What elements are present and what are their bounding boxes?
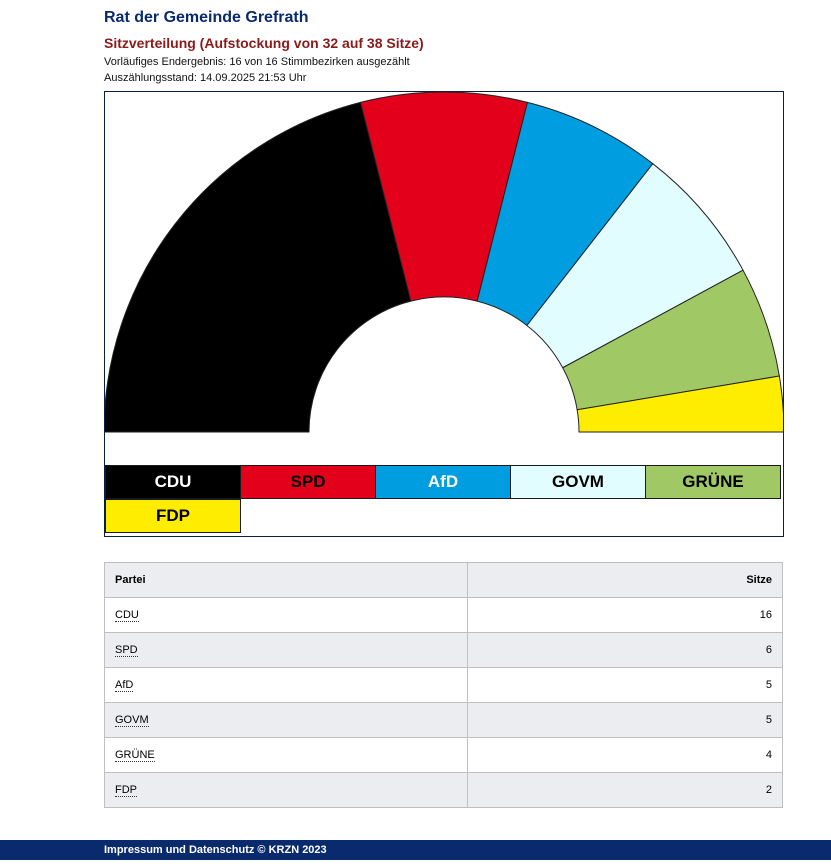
party-name-abbr[interactable]: GOVM (115, 714, 149, 726)
page-subtitle: Sitzverteilung (Aufstockung von 32 auf 38 Sitze) (104, 35, 424, 51)
legend-item-govm: GOVM (510, 465, 646, 499)
seats-cell: 2 (468, 773, 783, 808)
semicircle-chart (105, 92, 783, 462)
count-timestamp: Auszählungsstand: 14.09.2025 21:53 Uhr (104, 72, 307, 84)
page-footer (0, 840, 831, 860)
page-header (104, 8, 804, 86)
count-status: Vorläufiges Endergebnis: 16 von 16 Stimmbezirken ausgezählt (104, 56, 410, 68)
table-row (105, 738, 783, 773)
party-cell (105, 703, 468, 738)
party-cell (105, 773, 468, 808)
table-row (105, 773, 783, 808)
legend-item-cdu: CDU (105, 465, 241, 499)
legend-item-fdp: FDP (105, 499, 241, 533)
legend-item-grüne: GRÜNE (645, 465, 781, 499)
copyright-text: © KRZN 2023 (257, 844, 327, 856)
party-name-abbr[interactable]: GRÜNE (115, 749, 155, 761)
legend-item-afd: AfD (375, 465, 511, 499)
party-name-abbr[interactable]: CDU (115, 609, 139, 621)
seats-cell: 6 (468, 633, 783, 668)
seat-segment-cdu (105, 102, 411, 432)
party-cell (105, 598, 468, 633)
legend-item-spd: SPD (240, 465, 376, 499)
party-name-abbr[interactable]: FDP (115, 784, 137, 796)
imprint-link[interactable]: Impressum und Datenschutz (104, 844, 255, 856)
party-cell (105, 738, 468, 773)
seat-distribution-chart (104, 91, 784, 537)
table-row (105, 703, 783, 738)
seats-cell: 5 (468, 703, 783, 738)
party-name-abbr[interactable]: AfD (115, 679, 134, 691)
column-header-seats: Sitze (468, 563, 783, 598)
seats-cell: 16 (468, 598, 783, 633)
seats-table (104, 562, 783, 808)
party-cell (105, 633, 468, 668)
party-name-abbr[interactable]: SPD (115, 644, 138, 656)
table-header-row (105, 563, 783, 598)
column-header-party: Partei (105, 563, 468, 598)
seats-cell: 5 (468, 668, 783, 703)
page-title: Rat der Gemeinde Grefrath (104, 9, 309, 26)
seats-cell: 4 (468, 738, 783, 773)
table-row (105, 668, 783, 703)
party-cell (105, 668, 468, 703)
table-row (105, 633, 783, 668)
table-row (105, 598, 783, 633)
